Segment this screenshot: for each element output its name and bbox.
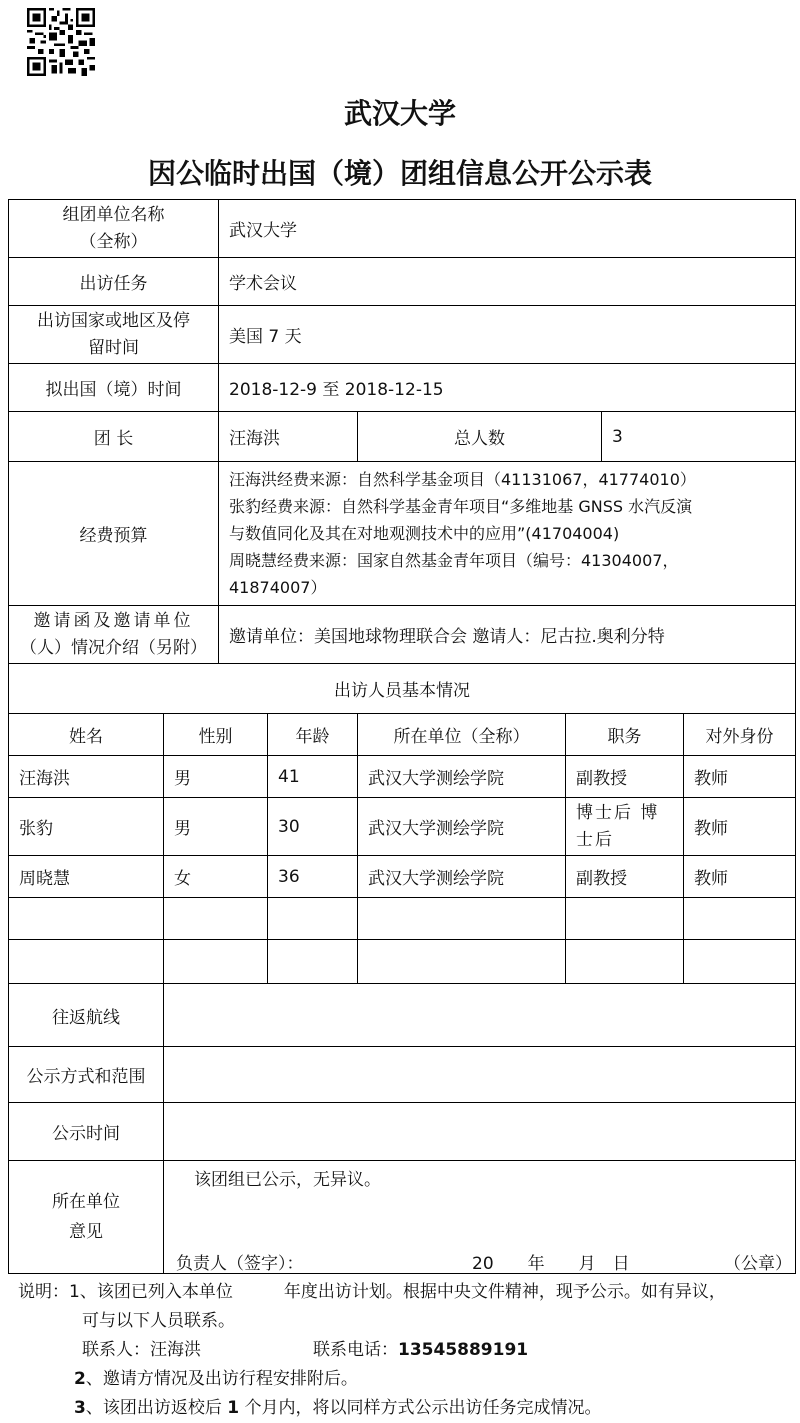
org-value: 武汉大学 [218, 199, 795, 257]
member-gender: 男 [163, 797, 267, 855]
note-line: 可与以下人员联系。 [82, 1311, 235, 1331]
note-text: 个月内，将以同样方式公示出访任务完成情况。 [239, 1398, 602, 1418]
org-label [8, 199, 218, 257]
col-header-age: 年龄 [267, 713, 357, 755]
empty-cell [267, 939, 357, 983]
time-label: 公示时间 [8, 1102, 163, 1160]
member-gender: 男 [163, 755, 267, 797]
task-label: 出访任务 [8, 257, 218, 305]
contact-line [18, 1336, 726, 1365]
leader-label: 团 长 [8, 411, 218, 461]
empty-cell [163, 939, 267, 983]
empty-cell [267, 897, 357, 939]
member-unit: 武汉大学测绘学院 [357, 797, 565, 855]
budget-line: 与数值同化及其在对地观测技术中的应用”(41704004) [229, 524, 620, 543]
member-position: 博士后 博士后 [565, 797, 683, 855]
col-header-name: 姓名 [8, 713, 163, 755]
budget-line: 周晓慧经费来源：国家自然基金青年项目（编号：41304007， [229, 551, 679, 570]
route-label: 往返航线 [8, 983, 163, 1046]
note-line: 说明：1、该团已列入本单位 年度出访计划。根据中央文件精神，现予公示。如有异议， [18, 1282, 726, 1302]
member-identity: 教师 [683, 797, 795, 855]
note-line [18, 1365, 726, 1394]
member-age: 41 [267, 755, 357, 797]
opinion-label-line2: 意见 [69, 1222, 103, 1242]
qr-code-icon [26, 8, 96, 76]
opinion-text: 该团组已公示，无异议。 [194, 1170, 381, 1190]
sign-date: 20 年 月 日 [472, 1254, 630, 1273]
note-number: 3 [74, 1398, 86, 1418]
empty-cell [683, 939, 795, 983]
org-label-line1: 组团单位名称 [62, 204, 165, 225]
note-number: 2 [74, 1369, 86, 1389]
invite-label-line2: （人）情况介绍（另附） [20, 637, 207, 658]
col-header-identity: 对外身份 [683, 713, 795, 755]
phone-label: 联系电话： [313, 1340, 398, 1360]
col-header-position: 职务 [565, 713, 683, 755]
note-bold-number: 1 [227, 1398, 240, 1418]
note-text: 、该团出访返校后 [85, 1398, 228, 1418]
country-value: 美国 7 天 [218, 305, 795, 363]
empty-cell [163, 897, 267, 939]
member-position: 副教授 [565, 755, 683, 797]
col-header-unit: 所在单位（全称） [357, 713, 565, 755]
phone-number: 13545889191 [398, 1340, 529, 1360]
note-line [18, 1394, 726, 1423]
budget-line: 41874007） [229, 578, 327, 597]
empty-cell [357, 939, 565, 983]
org-label-line2: （全称） [79, 231, 148, 252]
invite-value: 邀请单位：美国地球物理联合会 邀请人：尼古拉.奥利分特 [218, 605, 795, 663]
task-value: 学术会议 [218, 257, 795, 305]
member-unit: 武汉大学测绘学院 [357, 755, 565, 797]
country-label-line2: 留时间 [88, 337, 139, 358]
member-identity: 教师 [683, 855, 795, 897]
invite-label-line1: 邀请函及邀请单位 [33, 610, 194, 631]
empty-cell [8, 897, 163, 939]
empty-cell [8, 939, 163, 983]
method-label: 公示方式和范围 [8, 1046, 163, 1102]
empty-cell [565, 939, 683, 983]
member-name: 汪海洪 [8, 755, 163, 797]
total-value: 3 [601, 411, 795, 461]
university-title: 武汉大学 [343, 97, 456, 130]
leader-value: 汪海洪 [218, 411, 357, 461]
col-header-gender: 性别 [163, 713, 267, 755]
members-heading: 出访人员基本情况 [8, 663, 795, 713]
method-value [163, 1046, 795, 1102]
time-value [163, 1102, 795, 1160]
member-unit: 武汉大学测绘学院 [357, 855, 565, 897]
country-label [8, 305, 218, 363]
empty-cell [683, 897, 795, 939]
empty-cell [357, 897, 565, 939]
member-position: 副教授 [565, 855, 683, 897]
note-text: 、邀请方情况及出访行程安排附后。 [85, 1369, 358, 1389]
form-title: 因公临时出国（境）团组信息公开公示表 [147, 157, 652, 190]
budget-line: 汪海洪经费来源：自然科学基金项目（41131067，41774010） [229, 470, 696, 489]
opinion-label-line1: 所在单位 [52, 1192, 120, 1212]
opinion-box [163, 1160, 795, 1273]
member-gender: 女 [163, 855, 267, 897]
notes-section [18, 1278, 726, 1423]
member-age: 30 [267, 797, 357, 855]
budget-value [218, 461, 795, 605]
invite-label [8, 605, 218, 663]
opinion-label [8, 1160, 163, 1273]
member-name: 张豹 [8, 797, 163, 855]
member-identity: 教师 [683, 755, 795, 797]
seal-label: （公章） [724, 1254, 792, 1273]
empty-cell [565, 897, 683, 939]
date-value: 2018-12-9 至 2018-12-15 [218, 363, 795, 411]
member-name: 周晓慧 [8, 855, 163, 897]
sign-label: 负责人（签字）： [176, 1254, 304, 1273]
route-value [163, 983, 795, 1046]
country-label-line1: 出访国家或地区及停 [37, 310, 190, 331]
member-age: 36 [267, 855, 357, 897]
total-label: 总人数 [357, 411, 601, 461]
date-label: 拟出国（境）时间 [8, 363, 218, 411]
budget-line: 张豹经费来源：自然科学基金青年项目“多维地基 GNSS 水汽反演 [229, 497, 693, 516]
contact-label: 联系人：汪海洪 [82, 1340, 201, 1360]
budget-label: 经费预算 [8, 461, 218, 605]
